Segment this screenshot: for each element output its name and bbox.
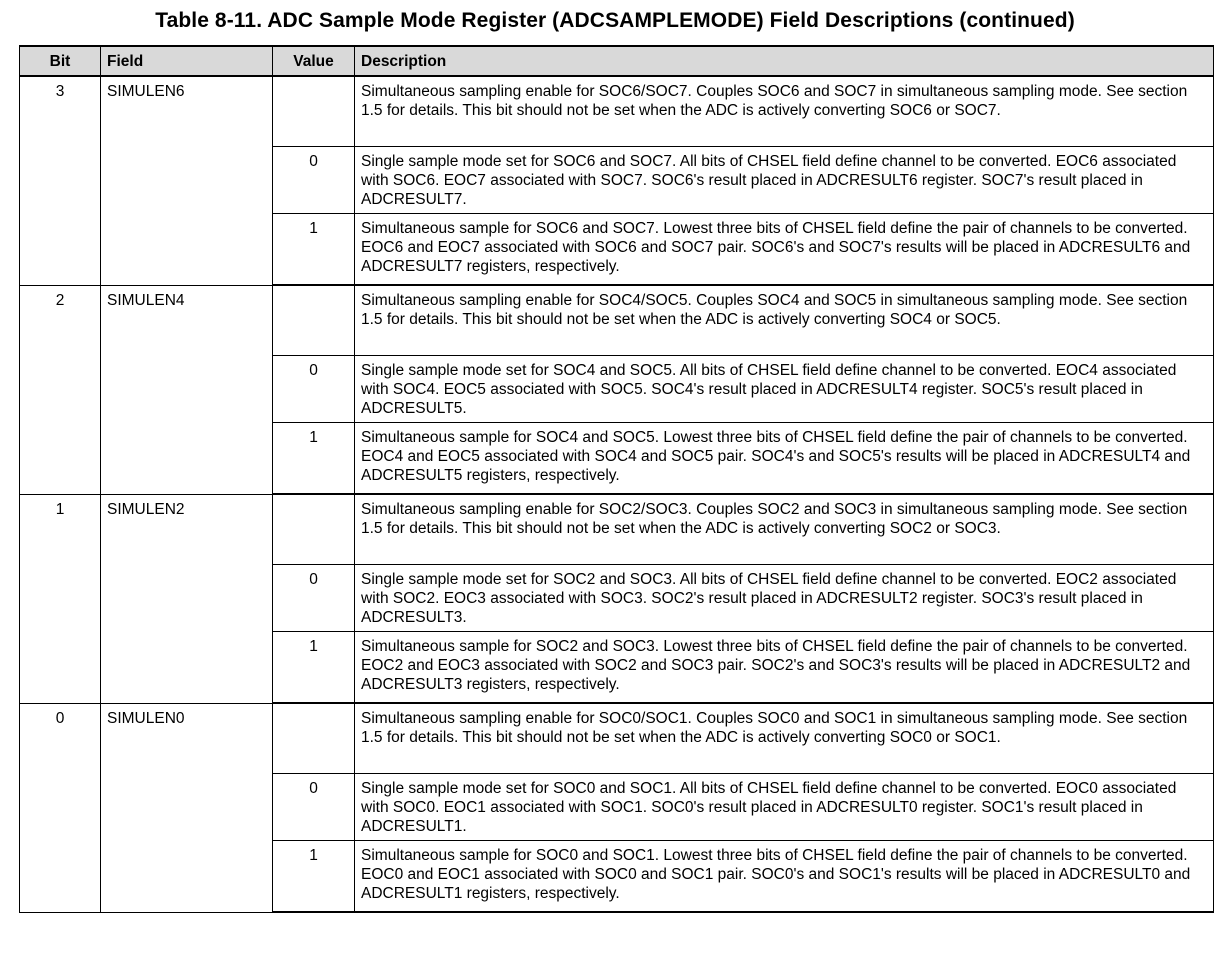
description-cell: Simultaneous sample for SOC0 and SOC1. Lowest three bits of CHSEL field define the pair of channels to be converted. EOC0 and EOC1 associated with SOC0 and SOC1 pair. SOC0's and SOC1's results will be placed in ADCRESULT0 and ADCRESULT1 registers, respectively. <box>355 840 1214 912</box>
value-cell: 1 <box>273 840 355 912</box>
field-cell: SIMULEN0 <box>101 703 273 912</box>
description-cell: Single sample mode set for SOC4 and SOC5. All bits of CHSEL field define channel to be converted. EOC4 associated with SOC4. EOC5 associated with SOC5. SOC4's result placed in ADCRESULT4 register. SOC5's result placed in ADCRESULT5. <box>355 355 1214 422</box>
value-cell <box>273 76 355 146</box>
description-cell: Simultaneous sampling enable for SOC0/SOC1. Couples SOC0 and SOC1 in simultaneous sampling mode. See section 1.5 for details. This bit should not be set when the ADC is actively converting SOC0 or SOC1. <box>355 703 1214 773</box>
table-row <box>20 76 1214 146</box>
value-cell: 1 <box>273 213 355 285</box>
value-cell: 1 <box>273 422 355 494</box>
bit-cell: 0 <box>20 703 101 912</box>
value-cell <box>273 285 355 355</box>
table-row <box>20 703 1214 773</box>
field-cell: SIMULEN4 <box>101 285 273 494</box>
description-cell: Simultaneous sampling enable for SOC4/SOC5. Couples SOC4 and SOC5 in simultaneous sampling mode. See section 1.5 for details. This bit should not be set when the ADC is actively converting SOC4 or SOC5. <box>355 285 1214 355</box>
description-cell: Single sample mode set for SOC0 and SOC1. All bits of CHSEL field define channel to be converted. EOC0 associated with SOC0. EOC1 associated with SOC1. SOC0's result placed in ADCRESULT0 register. SOC1's result placed in ADCRESULT1. <box>355 773 1214 840</box>
description-cell: Simultaneous sampling enable for SOC2/SOC3. Couples SOC2 and SOC3 in simultaneous sampling mode. See section 1.5 for details. This bit should not be set when the ADC is actively converting SOC2 or SOC3. <box>355 494 1214 564</box>
value-cell: 0 <box>273 146 355 213</box>
column-header-description: Description <box>355 46 1214 76</box>
description-cell: Simultaneous sample for SOC4 and SOC5. Lowest three bits of CHSEL field define the pair of channels to be converted. EOC4 and EOC5 associated with SOC4 and SOC5 pair. SOC4's and SOC5's results will be placed in ADCRESULT4 and ADCRESULT5 registers, respectively. <box>355 422 1214 494</box>
column-header-value: Value <box>273 46 355 76</box>
value-cell: 1 <box>273 631 355 703</box>
description-cell: Simultaneous sampling enable for SOC6/SOC7. Couples SOC6 and SOC7 in simultaneous sampling mode. See section 1.5 for details. This bit should not be set when the ADC is actively converting SOC6 or SOC7. <box>355 76 1214 146</box>
description-cell: Simultaneous sample for SOC2 and SOC3. Lowest three bits of CHSEL field define the pair of channels to be converted. EOC2 and EOC3 associated with SOC2 and SOC3 pair. SOC2's and SOC3's results will be placed in ADCRESULT2 and ADCRESULT3 registers, respectively. <box>355 631 1214 703</box>
bit-cell: 2 <box>20 285 101 494</box>
table-row <box>20 494 1214 564</box>
table-header-row <box>20 46 1214 76</box>
value-cell: 0 <box>273 355 355 422</box>
table-row <box>20 285 1214 355</box>
description-cell: Single sample mode set for SOC2 and SOC3. All bits of CHSEL field define channel to be converted. EOC2 associated with SOC2. EOC3 associated with SOC3. SOC2's result placed in ADCRESULT2 register. SOC3's result placed in ADCRESULT3. <box>355 564 1214 631</box>
description-cell: Single sample mode set for SOC6 and SOC7. All bits of CHSEL field define channel to be converted. EOC6 associated with SOC6. EOC7 associated with SOC7. SOC6's result placed in ADCRESULT6 register. SOC7's result placed in ADCRESULT7. <box>355 146 1214 213</box>
column-header-bit: Bit <box>20 46 101 76</box>
value-cell: 0 <box>273 564 355 631</box>
value-cell <box>273 494 355 564</box>
table-title: Table 8-11. ADC Sample Mode Register (ADCSAMPLEMODE) Field Descriptions (continued) <box>155 9 1075 32</box>
bit-cell: 3 <box>20 76 101 285</box>
bit-cell: 1 <box>20 494 101 703</box>
field-cell: SIMULEN6 <box>101 76 273 285</box>
register-field-table <box>19 45 1214 913</box>
field-cell: SIMULEN2 <box>101 494 273 703</box>
value-cell: 0 <box>273 773 355 840</box>
value-cell <box>273 703 355 773</box>
description-cell: Simultaneous sample for SOC6 and SOC7. Lowest three bits of CHSEL field define the pair of channels to be converted. EOC6 and EOC7 associated with SOC6 and SOC7 pair. SOC6's and SOC7's results will be placed in ADCRESULT6 and ADCRESULT7 registers, respectively. <box>355 213 1214 285</box>
column-header-field: Field <box>101 46 273 76</box>
